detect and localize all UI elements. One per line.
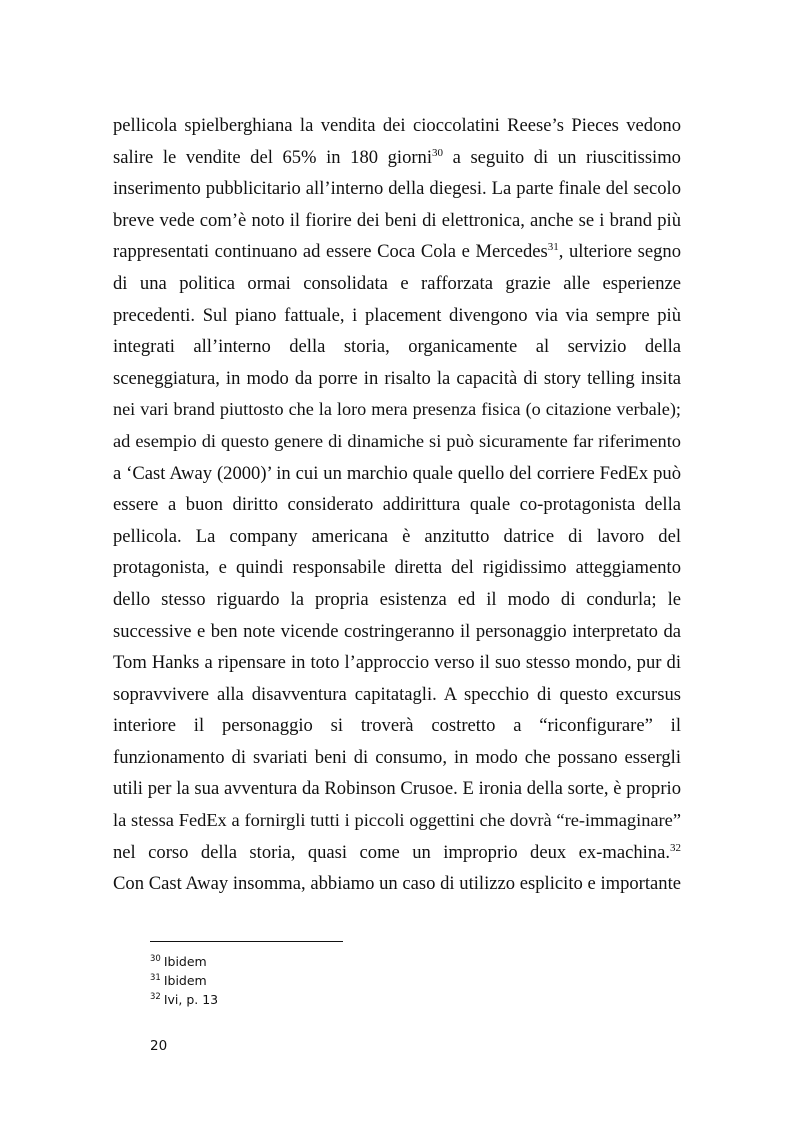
footnote xyxy=(150,971,218,990)
body-line: utili per la sua avventura da Robinson Crusoe. E ironia della sorte, è proprio xyxy=(113,778,681,800)
footnote-text: Ibidem xyxy=(163,973,207,988)
body-line: Con Cast Away insomma, abbiamo un caso di utilizzo esplicito e importante xyxy=(113,873,681,895)
body-line: pellicola spielberghiana la vendita dei cioccolatini Reese’s Pieces vedono xyxy=(113,115,681,136)
body-line: sopravvivere alla disavventura capitatagli. A specchio di questo excursus xyxy=(113,683,681,705)
body-line: di una politica ormai consolidata e rafforzata grazie alle esperienze xyxy=(113,272,681,294)
body-line: ad esempio di questo genere di dinamiche si può sicuramente far riferimento xyxy=(113,430,681,451)
body-line: Tom Hanks a ripensare in toto l’approccio verso il suo stesso mondo, pur di xyxy=(113,652,681,674)
footnote-reference[interactable]: 32 xyxy=(670,841,681,854)
body-line: inserimento pubblicitario all’interno della diegesi. La parte finale del secolo xyxy=(113,178,681,200)
body-line: la stessa FedEx a fornirgli tutti i piccoli oggettini che dovrà “re-immaginare” xyxy=(113,810,681,831)
footnote-separator xyxy=(150,941,343,942)
body-line: essere a buon diritto considerato addirittura quale co-protagonista della xyxy=(113,494,681,516)
body-paragraph xyxy=(113,110,681,900)
body-line: pellicola. La company americana è anzitutto datrice di lavoro del xyxy=(113,525,681,547)
body-line: rappresentati continuano ad essere Coca Cola e Mercedes$^{31}$, ulteriore segno xyxy=(113,241,681,263)
body-line: salire le vendite del 65% in 180 giorni$^{30}$ a seguito di un riuscitissimo xyxy=(113,146,681,168)
body-line: interiore il personaggio si troverà costretto a “riconfigurare” il xyxy=(113,715,681,737)
footnote xyxy=(150,952,218,971)
body-line: sceneggiatura, in modo da porre in risalto la capacità di story telling insita xyxy=(113,367,681,389)
body-line: breve vede com’è noto il fiorire dei beni di elettronica, anche se i brand più xyxy=(113,209,681,231)
footnote-text: Ivi, p. 13 xyxy=(163,992,219,1007)
footnotes xyxy=(150,952,218,1009)
footnote-reference[interactable]: 30 xyxy=(432,146,444,159)
body-line: protagonista, e quindi responsabile diretta del rigidissimo atteggiamento xyxy=(113,557,681,579)
footnote-reference[interactable]: 31 xyxy=(547,241,559,254)
footnote-number: 31 xyxy=(150,973,161,983)
footnote-text: Ibidem xyxy=(163,954,207,969)
body-line: funzionamento di svariati beni di consumo, in modo che possano essergli xyxy=(113,746,681,768)
body-line: successive e ben note vicende costringeranno il personaggio interpretato da xyxy=(113,620,681,642)
body-line: a ‘Cast Away (2000)’ in cui un marchio quale quello del corriere FedEx può xyxy=(113,462,681,484)
body-line: integrati all’interno della storia, organicamente al servizio della xyxy=(113,336,681,358)
footnote xyxy=(150,990,218,1009)
page-number: 20 xyxy=(150,1038,168,1054)
footnote-number: 30 xyxy=(150,954,161,964)
body-line: precedenti. Sul piano fattuale, i placement divengono via via sempre più xyxy=(113,304,681,326)
body-line: dello stesso riguardo la propria esistenza ed il modo di condurla; le xyxy=(113,588,681,610)
body-line: nei vari brand piuttosto che la loro mera presenza fisica (o citazione verbale); xyxy=(113,399,681,420)
footnote-number: 32 xyxy=(150,992,161,1002)
body-line: nel corso della storia, quasi come un improprio deux ex-machina.$^{32}$ xyxy=(113,841,681,863)
